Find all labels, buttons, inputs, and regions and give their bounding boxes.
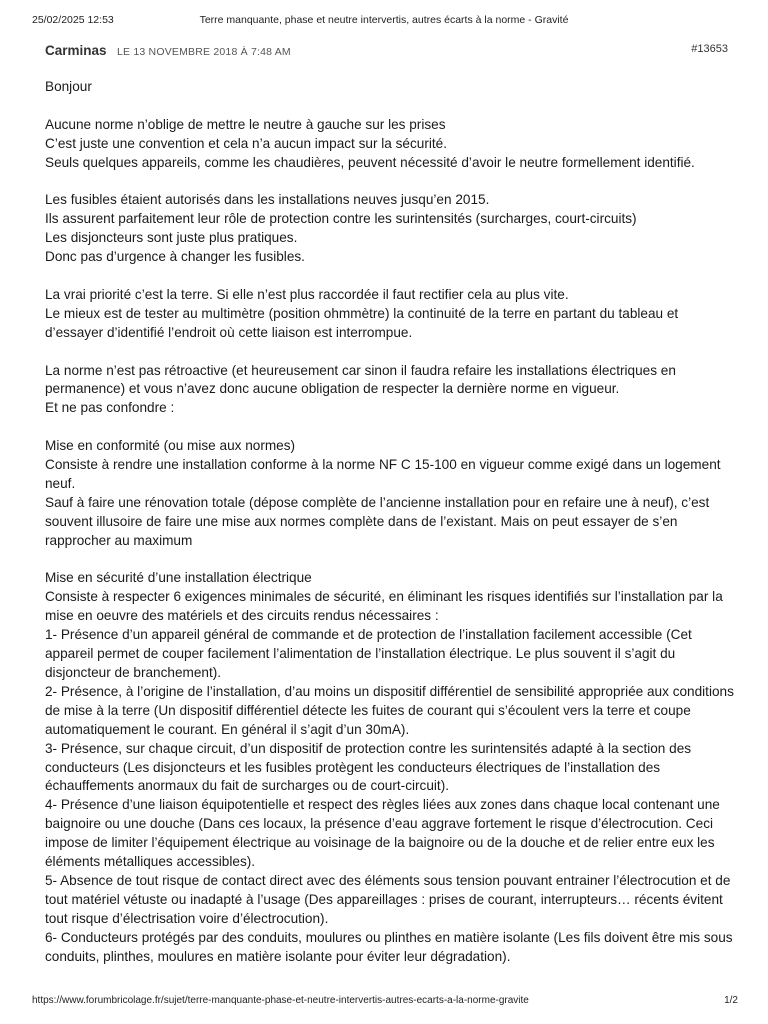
- list-item: 6- Conducteurs protégés par des conduits, moulures ou plinthes en matière isolante (Les fils doivent être mis sous conduits, plinthes, moulures en matière isolante pour éviter leur dégradation).: [45, 929, 733, 964]
- text-line: Consiste à rendre une installation conforme à la norme NF C 15-100 en vigueur comme exigé dans un logement neuf.: [45, 457, 721, 491]
- paragraph-terre: [45, 286, 735, 343]
- paragraph-norme: [45, 362, 735, 419]
- text-line: Le mieux est de tester au multimètre (position ohmmètre) la continuité de la terre en partant du tableau et d’essayer d’identifié l’endroit où cette liaison est interrompue.: [45, 305, 679, 340]
- page-url: https://www.forumbricolage.fr/sujet/terre-manquante-phase-et-neutre-intervertis-autres-ecarts-a-la-norme-gravite: [32, 995, 529, 1006]
- post-meta: [45, 42, 728, 62]
- text-line: Sauf à faire une rénovation totale (dépose complète de l’ancienne installation pour en refaire une à neuf), c’est souvent illusoire de faire une mise aux normes complète dans de l’existant. Mais on peut essayer de s’en rapprocher au maximum: [45, 494, 710, 548]
- print-page-title: Terre manquante, phase et neutre intervertis, autres écarts à la norme - Gravité: [199, 14, 569, 26]
- text-line: Et ne pas confondre :: [45, 400, 175, 416]
- text-line: Aucune norme n’oblige de mettre le neutre à gauche sur les prises: [45, 116, 446, 132]
- text-line: Consiste à respecter 6 exigences minimales de sécurité, en éliminant les risques identifiés sur l’installation par la mise en oeuvre des matériels et des circuits rendus nécessaires :: [45, 589, 723, 624]
- print-header: [0, 14, 768, 30]
- paragraph-securite: [45, 569, 735, 966]
- post-author[interactable]: Carminas: [45, 43, 107, 58]
- text-line: Mise en sécurité d’une installation électrique: [45, 570, 312, 586]
- paragraph-greeting: [45, 78, 735, 97]
- text-line: Donc pas d’urgence à changer les fusibles.: [45, 249, 305, 265]
- text-line: La vrai priorité c’est la terre. Si elle n’est plus raccordée il faut rectifier cela au plus vite.: [45, 286, 569, 302]
- post-id-link[interactable]: #13653: [691, 43, 728, 55]
- list-item: 5- Absence de tout risque de contact direct avec des éléments sous tension pouvant entrainer l’électrocution et de tout matériel vétuste ou inadapté à l’usage (Des appareillages : prises de courant, interrupteurs… récents évitent tout risque d’électrisation voire d’électrocution).: [45, 872, 731, 926]
- list-item: 3- Présence, sur chaque circuit, d’un dispositif de protection contre les surintensités adapté à la section des conducteurs (Les disjoncteurs et les fusibles protègent les conducteurs électriques de l’installation des échauffements anormaux du fait de surcharges ou de court-circuit).: [45, 740, 692, 794]
- page-number: 1/2: [724, 995, 738, 1006]
- print-footer: [0, 995, 768, 1011]
- print-date: 25/02/2025 12:53: [32, 14, 114, 26]
- text-line: Bonjour: [45, 79, 92, 94]
- list-item: 1- Présence d’un appareil général de commande et de protection de l’installation facilement accessible (Cet appareil permet de couper facilement l’alimentation de l’installation électrique. Le plus souvent il s’agit du disjoncteur de branchement).: [45, 627, 692, 680]
- text-line: Mise en conformité (ou mise aux normes): [45, 438, 296, 454]
- post-body: [45, 78, 735, 985]
- text-line: Les fusibles étaient autorisés dans les installations neuves jusqu’en 2015.: [45, 192, 490, 208]
- list-item: 2- Présence, à l’origine de l’installation, d’au moins un dispositif différentiel de sensibilité appropriée aux conditions de mise à la terre (Un dispositif différentiel détecte les fuites de courant qui s’écoulent vers la terre et coupe automatiquement le courant. En général il s’agit d’un 30mA).: [45, 683, 734, 737]
- text-line: La norme n’est pas rétroactive (et heureusement car sinon il faudra refaire les installations électriques en permanence) et vous n’avez donc aucune obligation de respecter la dernière norme en vigueur.: [45, 362, 676, 397]
- text-line: Les disjoncteurs sont juste plus pratiques.: [45, 230, 298, 246]
- list-item: 4- Présence d’une liaison équipotentielle et respect des règles liées aux zones dans chaque local contenant une baignoire ou une douche (Dans ces locaux, la présence d’eau aggrave fortement le risque d’électrocution. Ceci impose de limiter l’équipement électrique au voisinage de la baignoire ou de la douche et de relier entre eux les éléments métalliques accessibles).: [45, 797, 720, 870]
- post-date: LE 13 NOVEMBRE 2018 À 7:48 AM: [116, 46, 291, 58]
- text-line: C’est juste une convention et cela n’a aucun impact sur la sécurité.: [45, 135, 447, 151]
- text-line: Seuls quelques appareils, comme les chaudières, peuvent nécessité d’avoir le neutre formellement identifié.: [45, 154, 695, 170]
- paragraph-fusibles: [45, 191, 735, 267]
- paragraph-conformite: [45, 437, 735, 550]
- paragraph-neutre: [45, 116, 735, 173]
- text-line: Ils assurent parfaitement leur rôle de protection contre les surintensités (surcharges, court-circuits): [45, 211, 637, 227]
